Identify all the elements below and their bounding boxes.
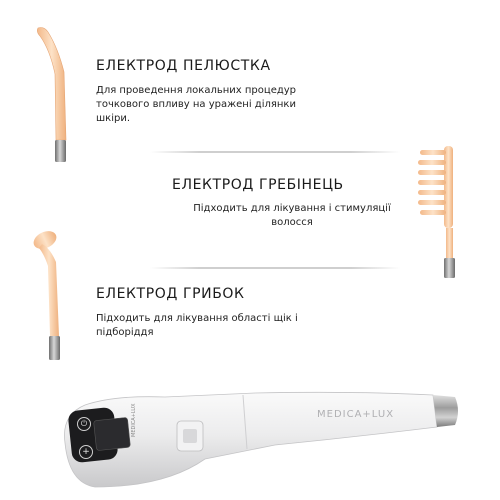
section-description-comb xyxy=(172,202,412,230)
section-description-petal xyxy=(96,84,356,126)
brand-logo: MEDICA+LUX xyxy=(317,409,395,420)
section-title-comb: ЕЛЕКТРОД ГРЕБІНЕЦЬ xyxy=(172,177,344,193)
darsonval-device xyxy=(55,375,465,495)
description-line: Для проведення локальних процедур xyxy=(96,85,297,96)
section-title-mushroom: ЕЛЕКТРОД ГРИБОК xyxy=(96,286,245,302)
power-icon: ⏻ xyxy=(80,419,88,428)
comb-electrode-image xyxy=(416,142,460,282)
description-line: точкового впливу на уражені ділянки xyxy=(96,99,296,110)
divider xyxy=(150,267,400,269)
description-line: Підходить для лікування і стимуляції xyxy=(193,203,391,214)
power-button[interactable] xyxy=(77,417,91,431)
plus-icon: + xyxy=(82,447,90,457)
divider xyxy=(150,151,400,153)
section-description-mushroom xyxy=(96,312,356,340)
plus-button[interactable] xyxy=(79,445,93,459)
mushroom-electrode-image xyxy=(30,228,80,368)
description-line: шкіри. xyxy=(96,113,130,124)
petal-electrode-image xyxy=(30,22,80,172)
description-line: підборіддя xyxy=(96,327,154,338)
section-title-petal: ЕЛЕКТРОД ПЕЛЮСТКА xyxy=(96,58,271,74)
description-line: Підходить для лікування області щік і xyxy=(96,313,298,324)
description-line: волосся xyxy=(271,217,313,228)
side-brand-label: MEDICA+LUX xyxy=(131,403,137,437)
